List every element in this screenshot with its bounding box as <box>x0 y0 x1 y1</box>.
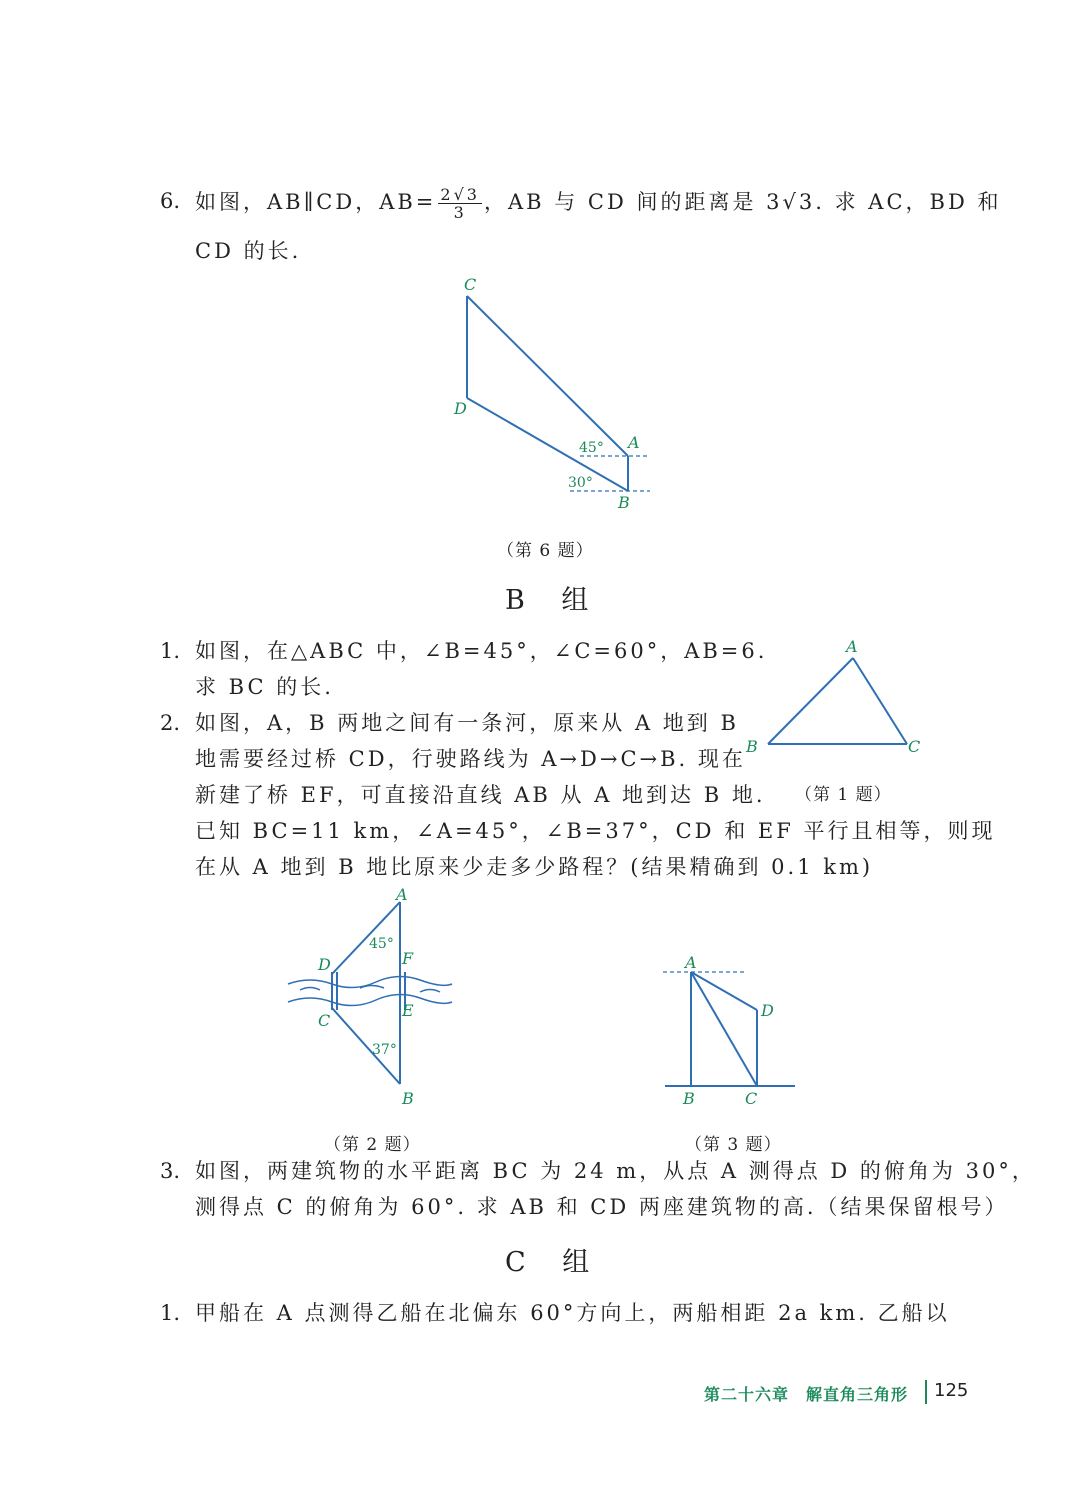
figure-b1-triangle <box>740 634 930 764</box>
problem-6-text-b: ，AB 与 CD 间的距离是 3√3. 求 AC，BD 和 <box>483 190 1002 214</box>
problem-number: 3. <box>160 1159 181 1183</box>
figure-caption-1: （第 1 题） <box>795 785 892 805</box>
river-bank-bottom <box>288 994 452 1005</box>
chapter-title: 第二十六章 解直角三角形 <box>704 1385 909 1404</box>
segment-ba <box>768 658 853 744</box>
label-c: C <box>908 737 921 756</box>
section-heading-c: C 组 <box>505 1247 604 1278</box>
label-d: D <box>454 399 467 418</box>
b2-line-3: 新建了桥 EF，可直接沿直线 AB 从 A 地到达 B 地. <box>195 783 766 807</box>
angle-37: 37° <box>372 1042 397 1058</box>
label-f: F <box>402 949 414 968</box>
problem-6-text-a: 如图，AB∥CD，AB= <box>195 190 437 214</box>
label-a: A <box>685 953 697 972</box>
label-b: B <box>402 1089 414 1108</box>
segment-db <box>467 398 628 491</box>
angle-45: 45° <box>579 440 604 456</box>
segment-ac <box>853 658 907 744</box>
label-a: A <box>396 885 408 904</box>
figure-b3-buildings <box>655 950 805 1110</box>
segment-ac <box>691 972 757 1086</box>
label-c: C <box>745 1089 758 1108</box>
b3-line-1: 如图，两建筑物的水平距离 BC 为 24 m，从点 A 测得点 D 的俯角为 30°， <box>195 1159 1036 1183</box>
label-b: B <box>683 1089 695 1108</box>
footer-divider <box>925 1380 927 1404</box>
label-b: B <box>746 737 758 756</box>
problem-number: 2. <box>160 711 181 735</box>
label-d: D <box>318 955 331 974</box>
problem-number: 6. <box>160 189 181 213</box>
c1-line-1: 甲船在 A 点测得乙船在北偏东 60°方向上，两船相距 2a km. 乙船以 <box>195 1301 950 1325</box>
b2-line-1: 如图，A，B 两地之间有一条河，原来从 A 地到 B <box>195 711 739 735</box>
b2-line-2: 地需要经过桥 CD，行驶路线为 A→D→C→B. 现在 <box>195 747 746 771</box>
b1-line-1: 如图，在△ABC 中，∠B=45°，∠C=60°，AB=6. <box>195 639 768 663</box>
section-heading-b: B 组 <box>505 585 603 616</box>
figure-caption-2: （第 2 题） <box>324 1135 421 1155</box>
figure-caption-6: （第 6 题） <box>497 541 594 561</box>
angle-45: 45° <box>369 936 394 952</box>
fraction-denominator: 3 <box>453 203 467 222</box>
problem-number: 1. <box>160 639 181 663</box>
figure-b2-river <box>280 884 460 1114</box>
segment-ca <box>467 296 628 456</box>
figure-caption-3: （第 3 题） <box>685 1135 782 1155</box>
water-wave <box>420 990 440 993</box>
problem-6-line-2: CD 的长. <box>195 239 302 263</box>
label-e: E <box>402 1001 414 1020</box>
label-a: A <box>846 637 858 656</box>
label-a: A <box>628 433 640 452</box>
label-c: C <box>464 275 477 294</box>
label-c: C <box>318 1011 331 1030</box>
b2-line-4: 已知 BC=11 km，∠A=45°，∠B=37°，CD 和 EF 平行且相等，则现 <box>195 819 996 843</box>
problem-number: 1. <box>160 1301 181 1325</box>
b3-line-2: 测得点 C 的俯角为 60°. 求 AB 和 CD 两座建筑物的高.（结果保留根号） <box>195 1195 1009 1219</box>
label-d: D <box>761 1001 774 1020</box>
label-b: B <box>618 493 630 512</box>
problem-6-line-1 <box>195 186 1001 221</box>
b2-line-5: 在从 A 地到 B 地比原来少走多少路程？(结果精确到 0.1 km) <box>195 855 874 879</box>
angle-30: 30° <box>568 475 593 491</box>
water-wave <box>300 988 320 991</box>
page-number: 125 <box>934 1380 969 1401</box>
b1-line-2: 求 BC 的长. <box>195 675 334 699</box>
fraction-numerator: 2√3 <box>440 185 480 204</box>
fraction <box>438 186 482 221</box>
figure-problem-6 <box>440 268 670 518</box>
